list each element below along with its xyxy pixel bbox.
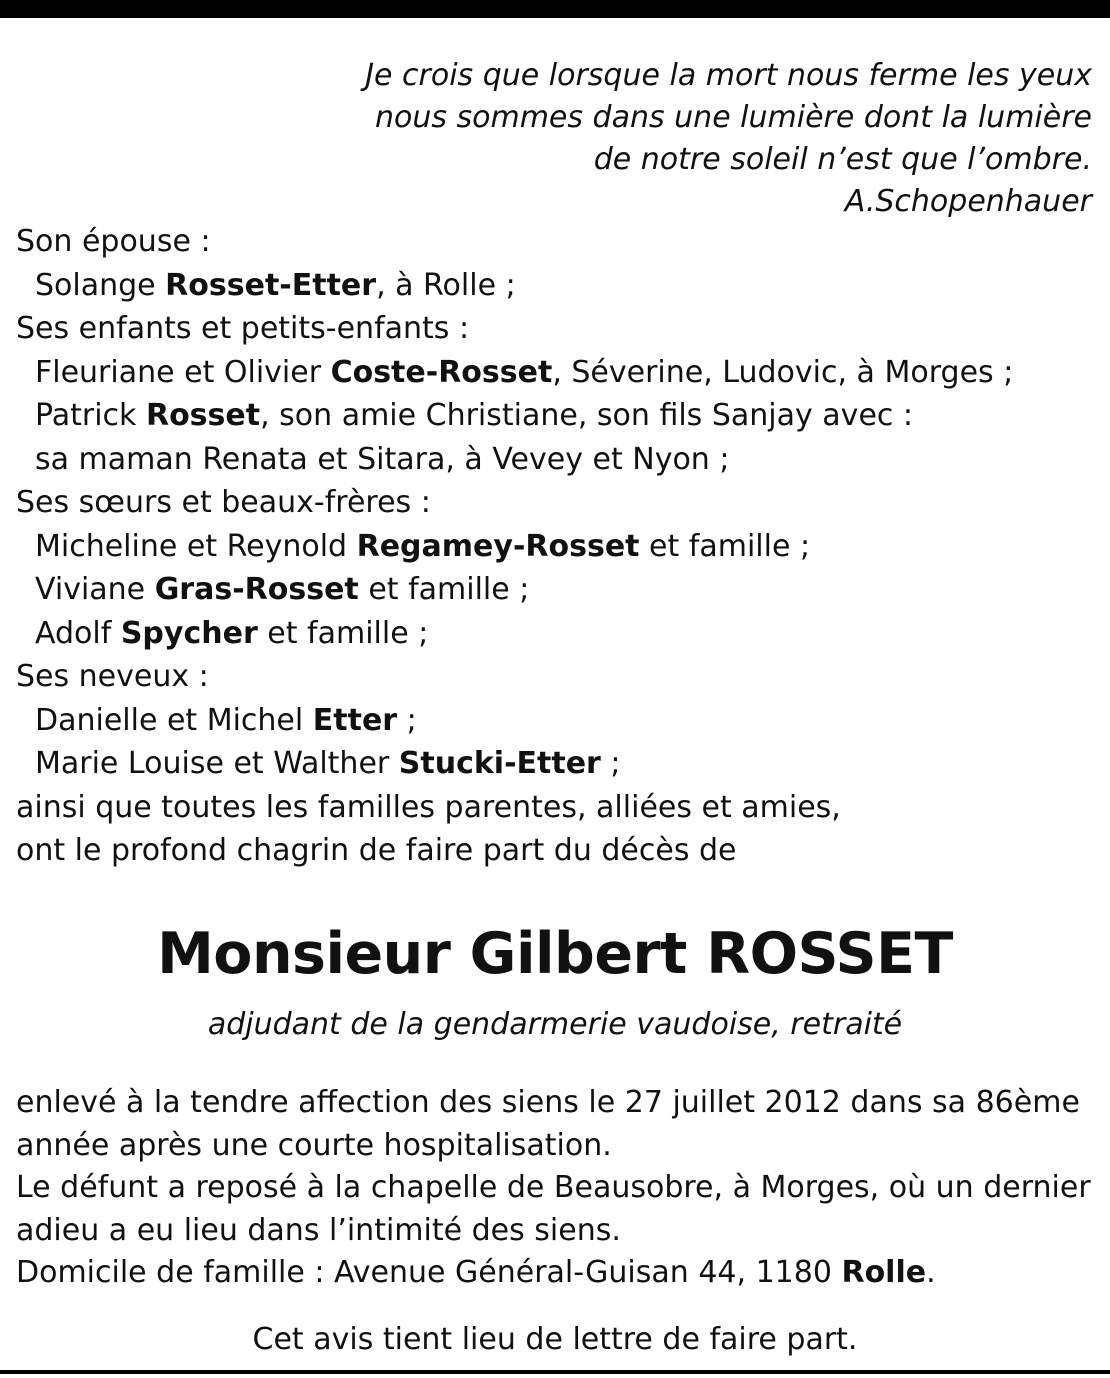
deceased-title: adjudant de la gendarmerie vaudoise, retraité [207, 1007, 903, 1042]
child-entry: Patrick Rosset, son amie Christiane, son fils Sanjay avec : [35, 398, 914, 433]
closing-note: Cet avis tient lieu de lettre de faire part. [252, 1322, 858, 1357]
quote-line: de notre soleil n’est que l’ombre. [593, 142, 1092, 177]
child-entry-extra: sa maman Renata et Sitara, à Vevey et Nyon ; [35, 441, 730, 477]
sibling-entry: Adolf Spycher et famille ; [35, 615, 429, 651]
bottom-rule [0, 1370, 1110, 1374]
quote-line: nous sommes dans une lumière dont la lumière [374, 100, 1092, 135]
top-rule [0, 0, 1110, 18]
details-line: année après une courte hospitalisation. [16, 1127, 612, 1163]
children-heading: Ses enfants et petits-enfants : [16, 311, 470, 346]
spouse-entry: Solange Rosset-Etter, à Rolle ; [35, 267, 516, 303]
quote-author: A.Schopenhauer [844, 184, 1092, 219]
epigraph-quote [192, 55, 1092, 223]
siblings-heading: Ses sœurs et beaux-frères : [16, 485, 431, 520]
domicile-line: Domicile de famille : Avenue Général-Guisan 44, 1180 Rolle. [16, 1255, 936, 1290]
details-line: adieu a eu lieu dans l’intimité des siens. [16, 1212, 621, 1248]
details-line: Le défunt a reposé à la chapelle de Beausobre, à Morges, où un dernier [16, 1170, 1091, 1205]
announcement-line: ont le profond chagrin de faire part du décès de [16, 833, 737, 868]
sibling-entry: Viviane Gras-Rosset et famille ; [35, 572, 530, 607]
spouse-heading: Son épouse : [16, 224, 211, 259]
death-details [16, 1082, 1096, 1295]
child-entry: Fleuriane et Olivier Coste-Rosset, Séverine, Ludovic, à Morges ; [35, 354, 1014, 390]
deceased-name: Monsieur Gilbert ROSSET [157, 921, 953, 987]
details-line: enlevé à la tendre affection des siens le 27 juillet 2012 dans sa 86ème [16, 1085, 1080, 1120]
family-list [16, 220, 1096, 873]
nephews-heading: Ses neveux : [16, 659, 209, 694]
nephew-entry: Marie Louise et Walther Stucki-Etter ; [35, 746, 621, 781]
sibling-entry: Micheline et Reynold Regamey-Rosset et famille ; [35, 528, 811, 564]
relatives-line: ainsi que toutes les familles parentes, alliées et amies, [16, 789, 841, 825]
nephew-entry: Danielle et Michel Etter ; [35, 702, 417, 738]
quote-line: Je crois que lorsque la mort nous ferme les yeux [365, 58, 1092, 93]
